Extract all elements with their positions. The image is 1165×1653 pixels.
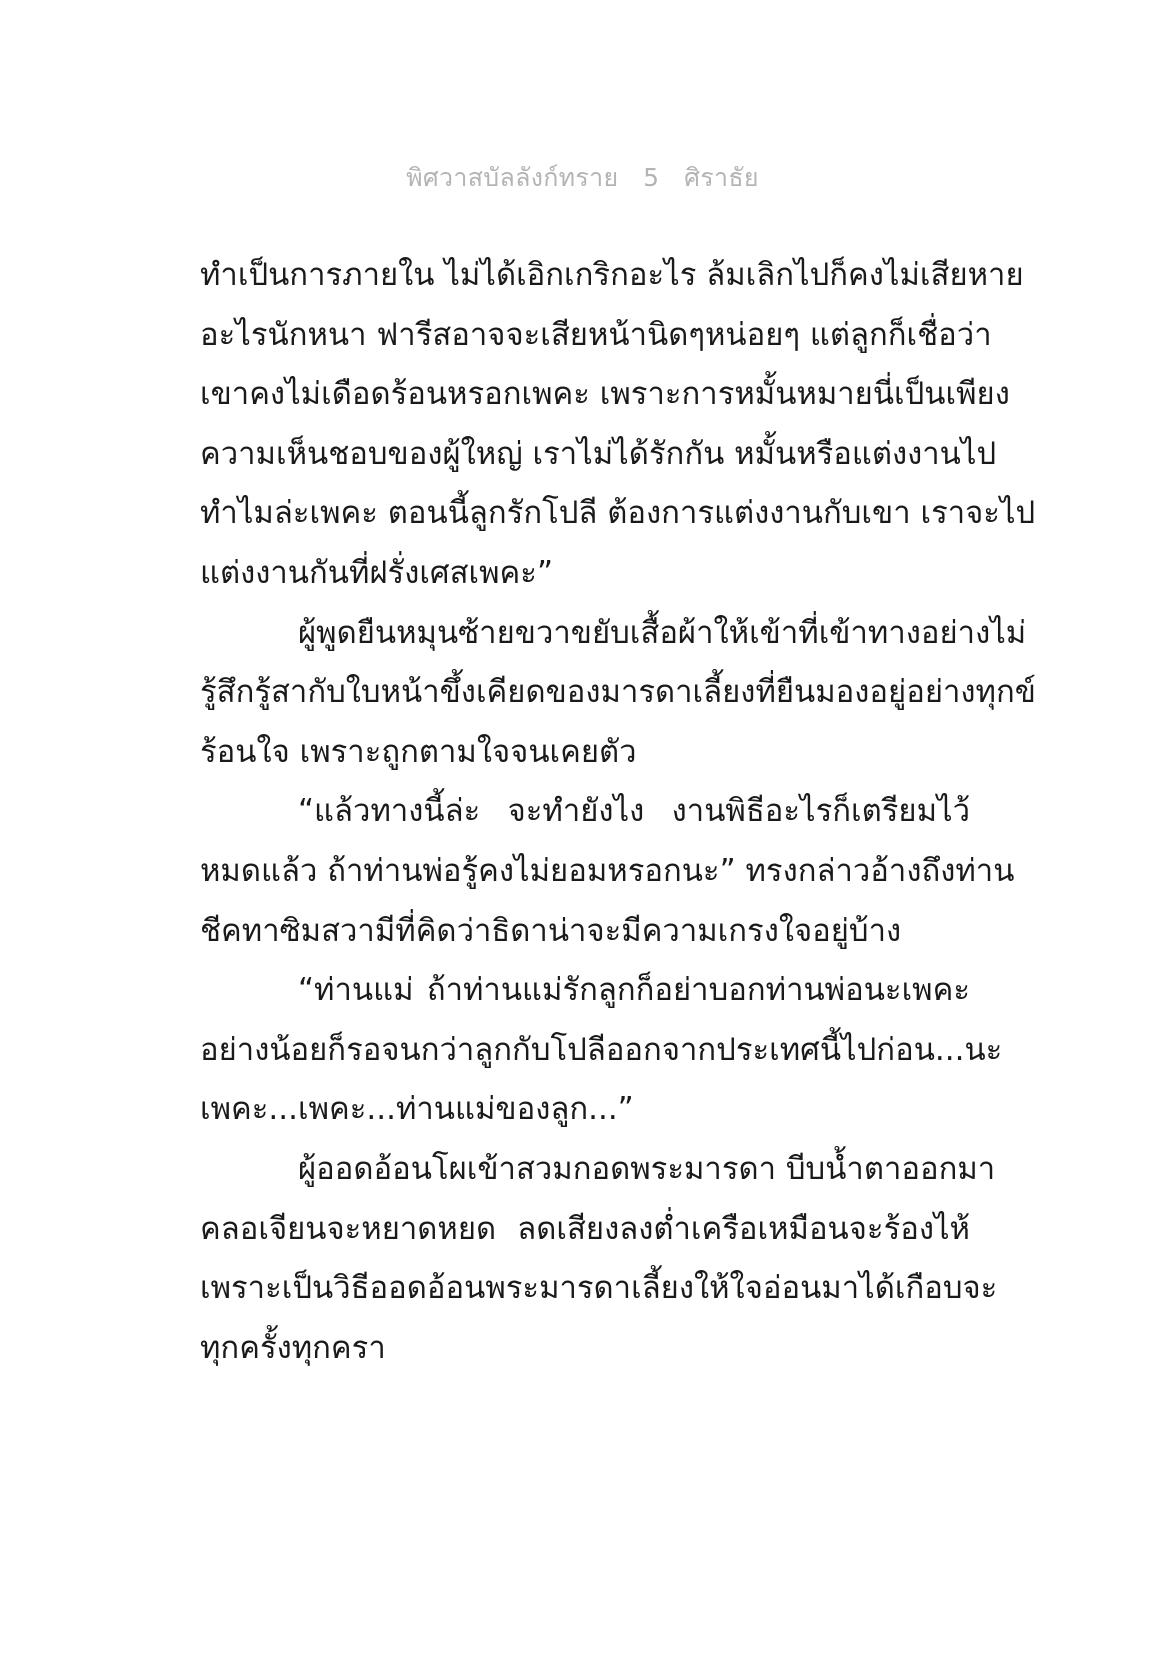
text-line: ร้อนใจ เพราะถูกตามใจจนเคยตัว [200,733,637,770]
text-line: “ท่านแม่ ถ้าท่านแม่รักลูกก็อย่าบอกท่านพ่อนะเพคะ [298,972,970,1009]
text-line: อย่างน้อยก็รอจนกว่าลูกกับโปลีออกจากประเทศนี้ไปก่อน...นะ [200,1031,1003,1068]
text-line: เพราะเป็นวิธีออดอ้อนพระมารดาเลี้ยงให้ใจอ่อนมาได้เกือบจะ [200,1270,998,1307]
text-line: เขาคงไม่เดือดร้อนหรอกเพคะ เพราะการหมั้นหมายนี่เป็นเพียง [200,376,1010,413]
paragraph [200,604,1036,783]
running-header: พิศวาสบัลลังก์ทราย 5 ศิราธัย [406,163,759,192]
text-line: หมดแล้ว ถ้าท่านพ่อรู้คงไม่ยอมหรอกนะ” ทรงกล่าวอ้างถึงท่าน [200,852,1015,889]
text-line: ทำเป็นการภายใน ไม่ได้เอิกเกริกอะไร ล้มเลิกไปก็คงไม่เสียหาย [200,257,1024,293]
paragraph [200,1140,998,1378]
text-line: ทุกครั้งทุกครา [200,1329,386,1366]
text-line: อะไรนักหนา ฟารีสอาจจะเสียหน้านิดๆหน่อยๆ แต่ลูกก็เชื่อว่า [200,316,992,353]
text-line: “แล้วทางนี้ล่ะ จะทำยังไง งานพิธีอะไรก็เตรียมไว้ [298,793,970,830]
text-line: ผู้พูดยืนหมุนซ้ายขวาขยับเสื้อผ้าให้เข้าที่เข้าทางอย่างไม่ [298,614,1027,651]
text-line: เพคะ...เพคะ...ท่านแม่ของลูก...” [200,1091,634,1128]
text-line: ทำไมล่ะเพคะ ตอนนี้ลูกรักโปลี ต้องการแต่งงานกับเขา เราจะไป [200,495,1036,532]
text-line: ผู้ออดอ้อนโผเข้าสวมกอดพระมารดา บีบน้ำตาออกมา [298,1150,996,1187]
paragraph [200,782,1015,961]
paragraph [200,246,1036,604]
paragraph [200,961,1003,1140]
text-line: คลอเจียนจะหยาดหยด ลดเสียงลงต่ำเครือเหมือนจะร้องไห้ [200,1210,970,1247]
body-text [200,246,1036,1378]
text-line: ชีคทาซิมสวามีที่คิดว่าธิดาน่าจะมีความเกรงใจอยู่บ้าง [200,912,902,949]
text-line: ความเห็นชอบของผู้ใหญ่ เราไม่ได้รักกัน หมั้นหรือแต่งงานไป [200,435,997,472]
text-line: แต่งงานกันที่ฝรั่งเศสเพคะ” [200,554,554,591]
text-line: รู้สึกรู้สากับใบหน้าขึ้งเคียดของมารดาเลี้ยงที่ยืนมองอยู่อย่างทุกข์ [200,674,1036,711]
